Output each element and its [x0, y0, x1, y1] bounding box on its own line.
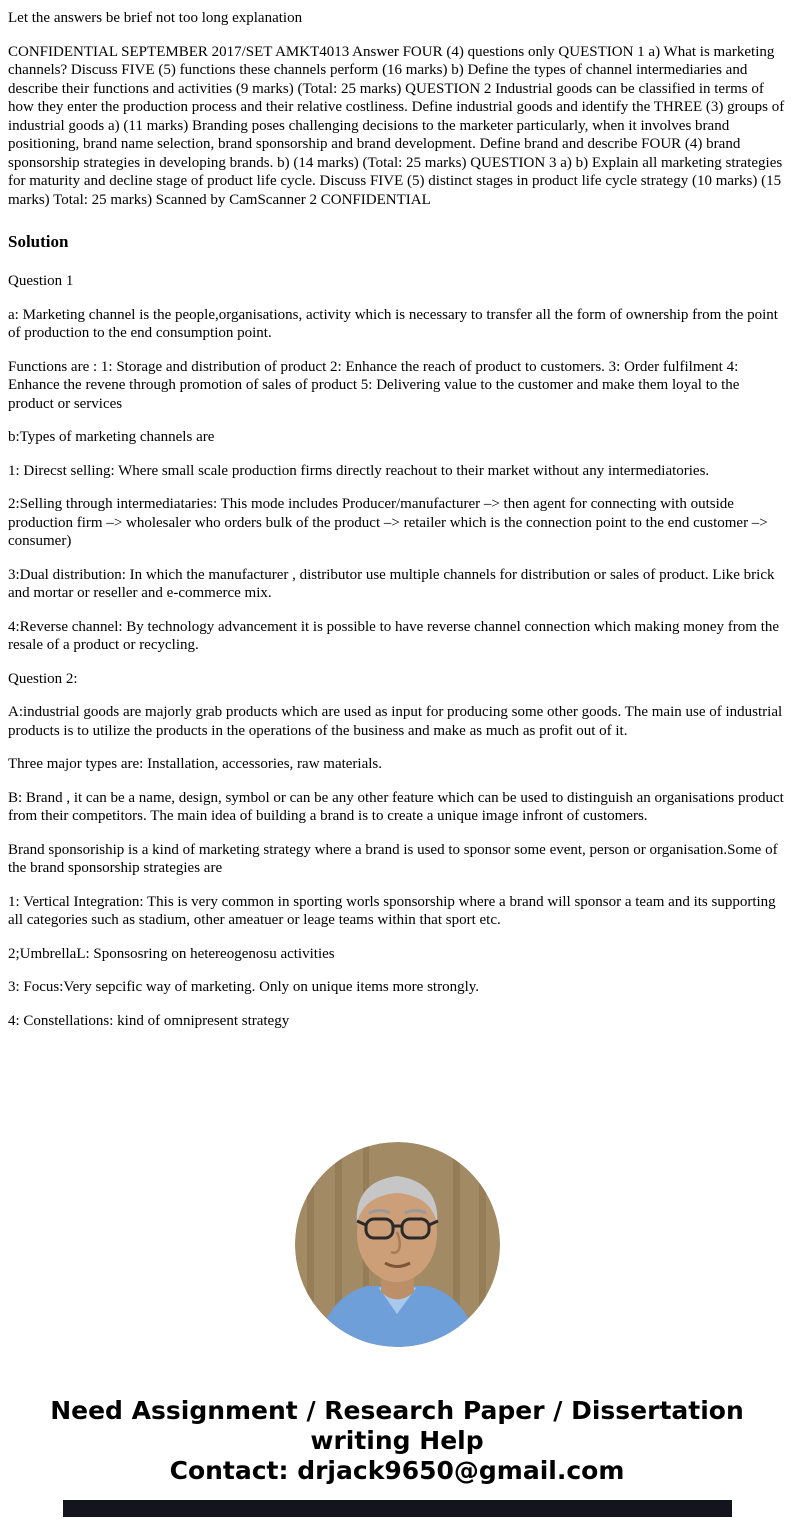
document-body: [8, 9, 786, 1030]
exam-paper-text: CONFIDENTIAL SEPTEMBER 2017/SET AMKT4013 Answer FOUR (4) questions only QUESTION 1 a) What is marketing channels? Discuss FIVE (5) functions these channels perform (16 marks) b) Define the types of channel intermediaries and describe their functions and activities (9 marks) (Total: 25 marks) QUESTION 2 Industrial goods can be classified in terms of how they enter the production process and their relative costliness. Define industrial goods and identify the THREE (3) groups of industrial goods a) (11 marks) Branding poses challenging decisions to the marketer particularly, when it involves brand positioning, brand name selection, brand sponsorship and brand development. Define brand and describe FOUR (4) brand sponsorship strategies in developing brands. b) (14 marks) (Total: 25 marks) QUESTION 3 a) b) Explain all marketing strategies for maturity and decline stage of product life cycle. Discuss FIVE (5) distinct stages in product life cycle strategy (10 marks) (15 marks) Total: 25 marks) Scanned by CamScanner 2 CONFIDENTIAL: [8, 43, 785, 208]
answer-1-functions: Functions are : 1: Storage and distribution of product 2: Enhance the reach of product to customers. 3: Order fulfilment 4: Enhance the revene through promotion of sales of product 5: Delivering value to the customer and make them loyal to the product or services: [8, 358, 740, 412]
question-1-label: Question 1: [8, 273, 74, 289]
answer-1a: a: Marketing channel is the people,organisations, activity which is necessary to transfer all the form of ownership from the point of production to the end consumption point.: [8, 306, 778, 341]
sponsorship-strategy-3: 3: Focus:Very sepcific way of marketing. Only on unique items more strongly.: [8, 979, 480, 995]
question-2-label: Question 2:: [8, 670, 78, 687]
answer-2b-sponsorship-intro: Brand sponsoriship is a kind of marketing strategy where a brand is used to sponsor some event, person or organisation.Some of the brand sponsorship strategies are: [8, 841, 778, 876]
tutor-photo-avatar: [295, 1142, 500, 1347]
solution-heading: Solution: [8, 232, 69, 251]
sponsorship-strategy-2: 2;UmbrellaL: Sponsosring on hetereogenosu activities: [8, 945, 335, 962]
avatar-container: [8, 1142, 786, 1347]
channel-type-1: 1: Direcst selling: Where small scale production firms directly reachout to their market without any intermediatories.: [8, 462, 710, 479]
instruction-note: Let the answers be brief not too long explanation: [8, 10, 303, 26]
answer-2b-brand: B: Brand , it can be a name, design, symbol or can be any other feature which can be used to distinguish an organisations product from their competitors. The main idea of building a brand is to create a unique image infront of customers.: [8, 789, 784, 824]
answer-2a-types: Three major types are: Installation, accessories, raw materials.: [8, 756, 383, 772]
sponsorship-strategy-4: 4: Constellations: kind of omnipresent strategy: [8, 1012, 290, 1029]
contact-email-text: Contact: drjack9650@gmail.com: [169, 1456, 625, 1485]
channel-type-2: 2:Selling through intermediataries: This mode includes Producer/manufacturer –> then agent for connecting with outside production firm –> wholesaler who orders bulk of the product –> retailer which is the connection point to the end customer –> consumer): [8, 496, 768, 549]
sponsorship-strategy-1: 1: Vertical Integration: This is very common in sporting worls sponsorship where a brand will sponsor a team and its supporting all categories such as stadium, other ameatuer or leage teams within that sport etc.: [8, 893, 776, 928]
answer-2a: A:industrial goods are majorly grab products which are used as input for producing some other goods. The main use of industrial products is to utilize the products in the operations of the business and make as much as profit out of it.: [8, 704, 783, 739]
channel-type-3: 3:Dual distribution: In which the manufacturer , distributor use multiple channels for distribution or sales of product. Like brick and mortar or reseller and e-commerce mix.: [8, 566, 775, 601]
answer-1b-intro: b:Types of marketing channels are: [8, 429, 215, 445]
channel-type-4: 4:Reverse channel: By technology advancement it is possible to have reverse channel connection which making money from the resale of a product or recycling.: [8, 618, 780, 653]
footer-promo: [8, 1396, 786, 1486]
assignment-help-text: Need Assignment / Research Paper / Dissertation writing Help: [50, 1396, 744, 1455]
bottom-bar: [63, 1500, 732, 1517]
